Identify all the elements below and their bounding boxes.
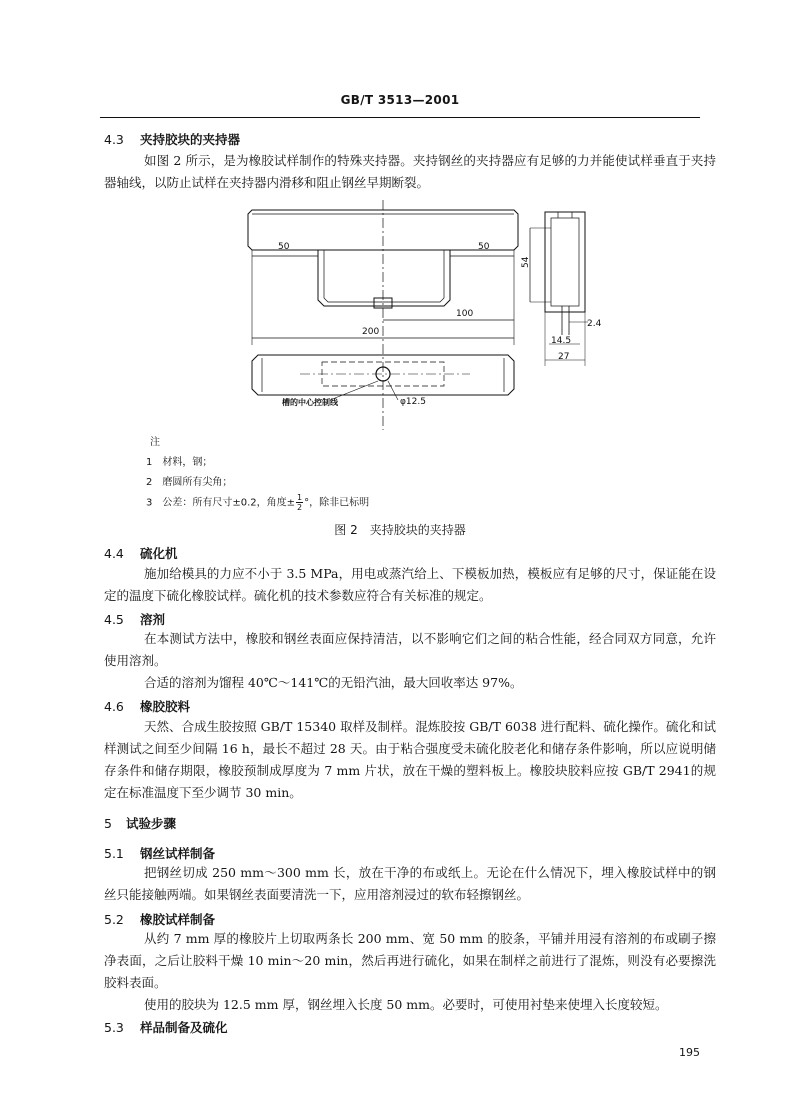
section-number: 5.1 [104,846,124,861]
section-5-2-heading [104,910,215,928]
dim-phi: φ12.5 [400,397,426,407]
dim-14-5: 14.5 [551,336,572,346]
figure-2-drawing [0,0,800,440]
section-4-4-paragraph: 施加给模具的力应不小于 3.5 MPa，用电或蒸汽给上、下模板加热，模板应有足够的尺寸，保证能在设定的温度下硫化橡胶试样。硫化机的技术参数应符合有关标准的规定。 [104,566,716,603]
section-4-6-paragraph: 天然、合成生胶按照 GB/T 15340 取样及制样。混炼胶按 GB/T 6038 进行配料、硫化操作。硫化和试样测试之间至少间隔 16 h，最长不超过 28 天。由于粘合强度受未硫化胶老化和储存条件影响，所以应说明储存条件和储存期限，橡胶预制成厚度为 7 mm 片状，放在干燥的塑料板上。橡胶块胶料应按 GB/T 2941的规定在标准温度下至少调节 30 min。 [104,719,716,800]
section-number: 5.2 [104,912,124,927]
section-4-3-paragraph: 如图 2 所示，是为橡胶试样制作的特殊夹持器。夹持钢丝的夹持器应有足够的力并能使试样垂直于夹持器轴线，以防止试样在夹持器内滑移和阻止钢丝早期断裂。 [104,153,716,190]
section-4-5-paragraph-1: 在本测试方法中，橡胶和钢丝表面应保持清洁，以不影响它们之间的粘合性能，经合同双方同意，允许使用溶剂。 [104,631,716,668]
section-number: 4.3 [104,132,124,147]
section-title: 硫化机 [140,546,178,561]
center-line-label: 槽的中心控制线 [282,398,338,407]
dim-54: 54 [521,256,531,268]
notes-heading: 注 [150,437,160,448]
section-number: 4.6 [104,699,124,714]
section-title: 橡胶试样制备 [140,912,216,927]
section-4-5-paragraph-2: 合适的溶剂为馏程 40℃～141℃的无铅汽油，最大回收率达 97%。 [144,675,523,690]
note-3-text-b: °，除非已标明 [304,497,370,509]
section-5-3-heading [104,1018,228,1036]
note-2: 2 磨圆所有尖角； [146,477,233,488]
section-5-1-heading [104,844,215,862]
dim-2-4: 2.4 [587,319,602,329]
page-number: 195 [679,1046,700,1059]
section-title: 钢丝试样制备 [140,846,216,861]
fraction-numerator: 1 [297,493,303,502]
section-number: 5.3 [104,1020,124,1035]
note-3-text-a: 3 公差：所有尺寸±0.2，角度± [146,497,296,509]
section-number: 5 [104,816,112,831]
dim-100: 100 [456,309,474,319]
page-header-code: GB/T 3513—2001 [340,93,460,107]
section-title: 试验步骤 [126,816,177,831]
section-5-heading [104,814,176,832]
section-title: 夹持胶块的夹持器 [140,132,241,147]
section-5-2-paragraph-1: 从约 7 mm 厚的橡胶片上切取两条长 200 mm、宽 50 mm 的胶条，平铺并用浸有溶剂的布或刷子擦净表面，之后让胶料干燥 10 min～20 min，然后再进行硫化，如果在制样之前进行了混炼，则没有必要擦洗胶料表面。 [104,931,716,990]
note-3 [146,493,369,512]
section-number: 4.5 [104,612,124,627]
section-4-4-heading [104,544,178,562]
section-title: 橡胶胶料 [140,699,191,714]
section-number: 4.4 [104,546,124,561]
dim-27: 27 [558,352,570,362]
section-5-2-paragraph-2: 使用的胶块为 12.5 mm 厚，钢丝埋入长度 50 mm。必要时，可使用衬垫来使埋入长度较短。 [144,997,668,1012]
section-4-6-heading [104,697,190,715]
dim-50-left: 50 [278,242,290,252]
section-title: 样品制备及硫化 [140,1020,228,1035]
figure-2-caption: 图 2 夹持胶块的夹持器 [334,523,466,537]
section-5-1-paragraph: 把钢丝切成 250 mm～300 mm 长，放在干净的布或纸上。无论在什么情况下，埋入橡胶试样中的钢丝只能接触两端。如果钢丝表面要清洗一下，应用溶剂浸过的软布轻擦钢丝。 [104,865,716,902]
fraction-denominator: 2 [297,503,303,512]
section-title: 溶剂 [140,612,166,627]
dim-200: 200 [362,327,380,337]
note-3-fraction [296,493,303,512]
section-4-5-heading [104,610,165,628]
dim-50-right: 50 [478,242,490,252]
note-1: 1 材料，钢； [146,457,213,468]
